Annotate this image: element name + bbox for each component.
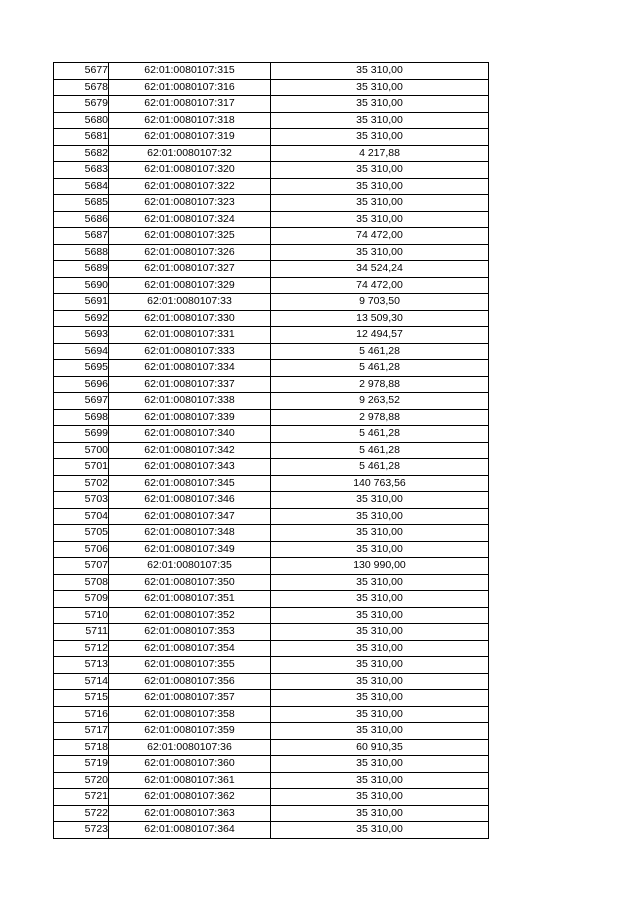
- table-row: [54, 739, 489, 756]
- table-row: [54, 261, 489, 278]
- row-number-cell: 5688: [54, 244, 109, 261]
- cadastral-number-cell: 62:01:0080107:33: [109, 294, 271, 311]
- table-row: [54, 574, 489, 591]
- cadastral-number-cell: 62:01:0080107:317: [109, 96, 271, 113]
- cadastral-number-cell: 62:01:0080107:35: [109, 558, 271, 575]
- cadastral-number-cell: 62:01:0080107:362: [109, 789, 271, 806]
- row-number-cell: 5680: [54, 112, 109, 129]
- cadastral-number-cell: 62:01:0080107:325: [109, 228, 271, 245]
- cadastral-value-cell: 35 310,00: [271, 129, 489, 146]
- cadastral-number-cell: 62:01:0080107:343: [109, 459, 271, 476]
- cadastral-number-cell: 62:01:0080107:333: [109, 343, 271, 360]
- cadastral-value-cell: 35 310,00: [271, 640, 489, 657]
- cadastral-number-cell: 62:01:0080107:320: [109, 162, 271, 179]
- table-row: [54, 822, 489, 839]
- table-row: [54, 640, 489, 657]
- cadastral-number-cell: 62:01:0080107:360: [109, 756, 271, 773]
- row-number-cell: 5701: [54, 459, 109, 476]
- cadastral-value-cell: 130 990,00: [271, 558, 489, 575]
- row-number-cell: 5689: [54, 261, 109, 278]
- row-number-cell: 5704: [54, 508, 109, 525]
- table-row: [54, 673, 489, 690]
- row-number-cell: 5698: [54, 409, 109, 426]
- cadastral-number-cell: 62:01:0080107:36: [109, 739, 271, 756]
- cadastral-value-cell: 35 310,00: [271, 591, 489, 608]
- document-page: [53, 62, 486, 839]
- cadastral-value-cell: 35 310,00: [271, 79, 489, 96]
- row-number-cell: 5718: [54, 739, 109, 756]
- cadastral-number-cell: 62:01:0080107:329: [109, 277, 271, 294]
- row-number-cell: 5702: [54, 475, 109, 492]
- table-row: [54, 607, 489, 624]
- row-number-cell: 5694: [54, 343, 109, 360]
- row-number-cell: 5685: [54, 195, 109, 212]
- row-number-cell: 5697: [54, 393, 109, 410]
- cadastral-value-cell: 35 310,00: [271, 195, 489, 212]
- cadastral-value-cell: 35 310,00: [271, 508, 489, 525]
- table-row: [54, 327, 489, 344]
- table-row: [54, 96, 489, 113]
- row-number-cell: 5705: [54, 525, 109, 542]
- row-number-cell: 5707: [54, 558, 109, 575]
- table-row: [54, 706, 489, 723]
- cadastral-value-cell: 35 310,00: [271, 492, 489, 509]
- table-row: [54, 426, 489, 443]
- row-number-cell: 5683: [54, 162, 109, 179]
- cadastral-value-cell: 60 910,35: [271, 739, 489, 756]
- cadastral-number-cell: 62:01:0080107:319: [109, 129, 271, 146]
- cadastral-number-cell: 62:01:0080107:359: [109, 723, 271, 740]
- cadastral-number-cell: 62:01:0080107:351: [109, 591, 271, 608]
- row-number-cell: 5682: [54, 145, 109, 162]
- cadastral-value-cell: 35 310,00: [271, 624, 489, 641]
- cadastral-value-cell: 35 310,00: [271, 541, 489, 558]
- cadastral-value-cell: 35 310,00: [271, 822, 489, 839]
- table-row: [54, 541, 489, 558]
- cadastral-value-cell: 35 310,00: [271, 525, 489, 542]
- cadastral-value-cell: 35 310,00: [271, 162, 489, 179]
- cadastral-number-cell: 62:01:0080107:354: [109, 640, 271, 657]
- cadastral-value-cell: 35 310,00: [271, 96, 489, 113]
- cadastral-number-cell: 62:01:0080107:352: [109, 607, 271, 624]
- cadastral-number-cell: 62:01:0080107:315: [109, 63, 271, 80]
- cadastral-value-cell: 35 310,00: [271, 772, 489, 789]
- cadastral-value-cell: 35 310,00: [271, 756, 489, 773]
- row-number-cell: 5700: [54, 442, 109, 459]
- cadastral-number-cell: 62:01:0080107:324: [109, 211, 271, 228]
- row-number-cell: 5723: [54, 822, 109, 839]
- row-number-cell: 5691: [54, 294, 109, 311]
- cadastral-number-cell: 62:01:0080107:32: [109, 145, 271, 162]
- cadastral-value-cell: 4 217,88: [271, 145, 489, 162]
- cadastral-number-cell: 62:01:0080107:349: [109, 541, 271, 558]
- cadastral-value-cell: 5 461,28: [271, 360, 489, 377]
- cadastral-value-cell: 9 263,52: [271, 393, 489, 410]
- cadastral-number-cell: 62:01:0080107:331: [109, 327, 271, 344]
- row-number-cell: 5686: [54, 211, 109, 228]
- cadastral-number-cell: 62:01:0080107:353: [109, 624, 271, 641]
- cadastral-value-cell: 13 509,30: [271, 310, 489, 327]
- cadastral-number-cell: 62:01:0080107:348: [109, 525, 271, 542]
- table-row: [54, 244, 489, 261]
- table-row: [54, 508, 489, 525]
- cadastral-number-cell: 62:01:0080107:326: [109, 244, 271, 261]
- cadastral-value-cell: 35 310,00: [271, 673, 489, 690]
- row-number-cell: 5712: [54, 640, 109, 657]
- table-row: [54, 558, 489, 575]
- cadastral-value-cell: 35 310,00: [271, 706, 489, 723]
- cadastral-number-cell: 62:01:0080107:350: [109, 574, 271, 591]
- row-number-cell: 5722: [54, 805, 109, 822]
- row-number-cell: 5681: [54, 129, 109, 146]
- row-number-cell: 5709: [54, 591, 109, 608]
- cadastral-number-cell: 62:01:0080107:364: [109, 822, 271, 839]
- row-number-cell: 5713: [54, 657, 109, 674]
- row-number-cell: 5692: [54, 310, 109, 327]
- cadastral-value-cell: 5 461,28: [271, 343, 489, 360]
- cadastral-value-cell: 35 310,00: [271, 607, 489, 624]
- row-number-cell: 5711: [54, 624, 109, 641]
- table-row: [54, 475, 489, 492]
- table-row: [54, 442, 489, 459]
- row-number-cell: 5690: [54, 277, 109, 294]
- row-number-cell: 5679: [54, 96, 109, 113]
- cadastral-value-cell: 35 310,00: [271, 805, 489, 822]
- row-number-cell: 5699: [54, 426, 109, 443]
- table-row: [54, 657, 489, 674]
- cadastral-number-cell: 62:01:0080107:361: [109, 772, 271, 789]
- cadastral-number-cell: 62:01:0080107:327: [109, 261, 271, 278]
- cadastral-value-cell: 2 978,88: [271, 409, 489, 426]
- row-number-cell: 5708: [54, 574, 109, 591]
- table-row: [54, 162, 489, 179]
- cadastral-value-cell: 35 310,00: [271, 723, 489, 740]
- cadastral-value-cell: 9 703,50: [271, 294, 489, 311]
- cadastral-value-cell: 35 310,00: [271, 657, 489, 674]
- table-row: [54, 310, 489, 327]
- cadastral-value-cell: 35 310,00: [271, 789, 489, 806]
- row-number-cell: 5716: [54, 706, 109, 723]
- row-number-cell: 5719: [54, 756, 109, 773]
- table-row: [54, 805, 489, 822]
- cadastral-value-cell: 35 310,00: [271, 574, 489, 591]
- row-number-cell: 5717: [54, 723, 109, 740]
- table-row: [54, 409, 489, 426]
- cadastral-value-cell: 5 461,28: [271, 459, 489, 476]
- table-row: [54, 624, 489, 641]
- cadastral-number-cell: 62:01:0080107:316: [109, 79, 271, 96]
- cadastral-value-cell: 35 310,00: [271, 112, 489, 129]
- cadastral-value-cell: 140 763,56: [271, 475, 489, 492]
- row-number-cell: 5693: [54, 327, 109, 344]
- cadastral-number-cell: 62:01:0080107:363: [109, 805, 271, 822]
- cadastral-value-cell: 35 310,00: [271, 244, 489, 261]
- cadastral-value-cell: 35 310,00: [271, 211, 489, 228]
- table-row: [54, 343, 489, 360]
- table-row: [54, 492, 489, 509]
- table-row: [54, 525, 489, 542]
- row-number-cell: 5696: [54, 376, 109, 393]
- table-row: [54, 690, 489, 707]
- row-number-cell: 5703: [54, 492, 109, 509]
- cadastral-number-cell: 62:01:0080107:337: [109, 376, 271, 393]
- cadastral-number-cell: 62:01:0080107:347: [109, 508, 271, 525]
- table-row: [54, 360, 489, 377]
- table-row: [54, 112, 489, 129]
- cadastral-number-cell: 62:01:0080107:356: [109, 673, 271, 690]
- table-row: [54, 591, 489, 608]
- table-row: [54, 393, 489, 410]
- table-row: [54, 211, 489, 228]
- table-body: [54, 63, 489, 839]
- table-row: [54, 129, 489, 146]
- table-row: [54, 178, 489, 195]
- row-number-cell: 5695: [54, 360, 109, 377]
- cadastral-value-cell: 35 310,00: [271, 178, 489, 195]
- cadastral-value-cell: 35 310,00: [271, 690, 489, 707]
- table-row: [54, 376, 489, 393]
- cadastral-value-cell: 5 461,28: [271, 426, 489, 443]
- cadastral-value-table: [53, 62, 489, 839]
- cadastral-number-cell: 62:01:0080107:322: [109, 178, 271, 195]
- cadastral-value-cell: 74 472,00: [271, 228, 489, 245]
- cadastral-number-cell: 62:01:0080107:318: [109, 112, 271, 129]
- cadastral-value-cell: 12 494,57: [271, 327, 489, 344]
- cadastral-number-cell: 62:01:0080107:330: [109, 310, 271, 327]
- cadastral-number-cell: 62:01:0080107:334: [109, 360, 271, 377]
- cadastral-value-cell: 74 472,00: [271, 277, 489, 294]
- cadastral-number-cell: 62:01:0080107:340: [109, 426, 271, 443]
- table-row: [54, 772, 489, 789]
- table-row: [54, 789, 489, 806]
- cadastral-number-cell: 62:01:0080107:345: [109, 475, 271, 492]
- cadastral-value-cell: 35 310,00: [271, 63, 489, 80]
- table-row: [54, 228, 489, 245]
- table-row: [54, 63, 489, 80]
- cadastral-number-cell: 62:01:0080107:338: [109, 393, 271, 410]
- row-number-cell: 5677: [54, 63, 109, 80]
- row-number-cell: 5687: [54, 228, 109, 245]
- row-number-cell: 5678: [54, 79, 109, 96]
- row-number-cell: 5710: [54, 607, 109, 624]
- cadastral-value-cell: 34 524,24: [271, 261, 489, 278]
- table-row: [54, 723, 489, 740]
- table-row: [54, 195, 489, 212]
- cadastral-number-cell: 62:01:0080107:357: [109, 690, 271, 707]
- row-number-cell: 5721: [54, 789, 109, 806]
- cadastral-number-cell: 62:01:0080107:323: [109, 195, 271, 212]
- cadastral-number-cell: 62:01:0080107:339: [109, 409, 271, 426]
- table-row: [54, 145, 489, 162]
- row-number-cell: 5714: [54, 673, 109, 690]
- row-number-cell: 5684: [54, 178, 109, 195]
- cadastral-value-cell: 5 461,28: [271, 442, 489, 459]
- row-number-cell: 5706: [54, 541, 109, 558]
- table-row: [54, 459, 489, 476]
- cadastral-number-cell: 62:01:0080107:355: [109, 657, 271, 674]
- cadastral-number-cell: 62:01:0080107:358: [109, 706, 271, 723]
- table-row: [54, 79, 489, 96]
- cadastral-value-cell: 2 978,88: [271, 376, 489, 393]
- cadastral-number-cell: 62:01:0080107:346: [109, 492, 271, 509]
- table-row: [54, 277, 489, 294]
- table-row: [54, 756, 489, 773]
- table-row: [54, 294, 489, 311]
- row-number-cell: 5720: [54, 772, 109, 789]
- cadastral-number-cell: 62:01:0080107:342: [109, 442, 271, 459]
- row-number-cell: 5715: [54, 690, 109, 707]
